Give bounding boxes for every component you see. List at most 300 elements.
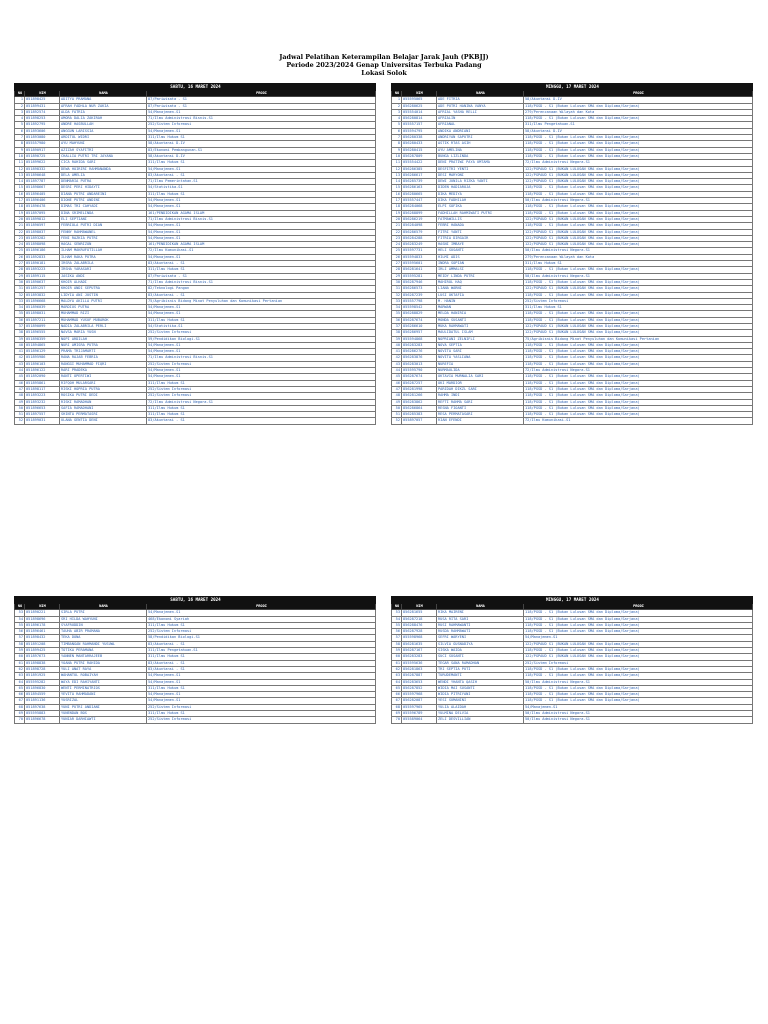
row-prodi: 54/Manajemen-S1 [147,128,376,134]
row-prodi: 54/Statistika-S1 [147,185,376,191]
table-date: MINGGU, 17 MARET 2024 [392,597,753,604]
row-no: 44 [15,368,25,374]
row-nama: NURI AMISRA PUTRA [60,342,147,348]
row-prodi: 82/Teknologi Pangan [147,286,376,292]
row-no: 68 [15,704,25,710]
row-prodi: 72/Ilmu Komunikasi-S1 [147,248,376,254]
row-nama: IRSHA YARASARI [60,267,147,273]
row-nama: SAFIA RAMADHANI [60,405,147,411]
row-prodi: 50/Ilmu Administrasi Negara-S1 [524,248,753,254]
row-nim: 051893223 [25,393,60,399]
col-prodi: PRODI [147,91,376,97]
row-prodi: 252/Sistem Informasi [147,386,376,392]
col-nim: NIM [25,604,60,610]
row-no: 62 [392,666,402,672]
row-nim: 051892090 [25,374,60,380]
row-nama: ELPI SOFIKA [437,204,524,210]
row-nim: 055554014 [402,109,437,115]
row-nama: AYU MAHYUNI [60,141,147,147]
row-nim: 856287239 [402,292,437,298]
row-nim: 051897787 [25,179,60,185]
row-no: 36 [15,317,25,323]
row-prodi: 118/PGSD - S1 (Bukan Lulusan SMA dan Diploma/Sarjana) [524,361,753,367]
title-line-1: Jadwal Pelatihan Keterampilan Belajar Jarak Jauh (PKBJJ) [279,53,489,61]
row-no: 46 [15,380,25,386]
row-nama: ADE FITRIA [437,97,524,103]
row-no: 40 [15,342,25,348]
row-prodi: 118/PGSD - S1 (Bukan Lulusan SMA dan Diploma/Sarjana) [524,698,753,704]
row-prodi: 118/PGSD - S1 (Bukan Lulusan SMA dan Diploma/Sarjana) [524,279,753,285]
row-nama: MELDA HANIRIA [437,311,524,317]
row-prodi: 122/PGPAUD S1 (BUKAN LULUSAN SMA dan Diploma/Sarjana) [524,242,753,248]
row-nama: IRLI AMMALSI [437,267,524,273]
row-nama: ILHAM RAKA PUTRA [60,254,147,260]
row-nim: 051898838 [25,660,60,666]
row-nama: SISKA WAIDA [437,648,524,654]
row-nama: RARI PRADEKA [60,368,147,374]
row-no: 58 [392,641,402,647]
row-nim: 051896678 [25,717,60,723]
row-no: 69 [15,711,25,717]
row-nim: 856284068 [402,204,437,210]
row-no: 60 [392,654,402,660]
row-no: 9 [392,147,402,153]
row-prodi: 118/PGSD - S1 (Bukan Lulusan SMA dan Diploma/Sarjana) [524,153,753,159]
row-no: 7 [392,135,402,141]
row-prodi: 311/Ilmu Hukum S1 [147,191,376,197]
row-nama: RUSDA RAHMAWATI [437,629,524,635]
row-prodi: 122/PGPAUD S1 (BUKAN LULUSAN SMA dan Diploma/Sarjana) [524,330,753,336]
row-prodi: 58/Pendidikan Biologi-S1 [147,635,376,641]
row-nim: 856287218 [402,616,437,622]
col-prodi: PRODI [147,604,376,610]
row-no: 42 [392,355,402,361]
row-nim: 051895986 [25,355,60,361]
row-nama: RIAN EFENDI [437,418,524,424]
row-nim: 051893232 [25,399,60,405]
row-nim: 856286610 [402,323,437,329]
row-nim: 051896555 [25,330,60,336]
row-nama: RANA RAJAB FEBRIA [60,355,147,361]
row-nim: 856281655 [402,610,437,616]
table-row [392,418,753,424]
row-no: 34 [392,305,402,311]
row-nim: 856281635 [402,641,437,647]
row-nim: 051898037 [25,229,60,235]
row-nama: OKI MARDIOR [437,380,524,386]
row-no: 11 [15,160,25,166]
row-nama: MARDIUS PUTRA [60,305,147,311]
row-nama: AMORA DALIA ZAKIRAH [60,116,147,122]
row-nim: 051896186 [25,248,60,254]
row-no: 24 [15,242,25,248]
row-nama: FITRI YANTI [437,229,524,235]
row-nim: 856288476 [402,622,437,628]
row-nim: 856280338 [402,135,437,141]
row-nim: 051891257 [25,286,60,292]
row-nama: AFRIALIN [437,116,524,122]
row-nim: 055595790 [402,368,437,374]
row-no: 23 [15,235,25,241]
row-no: 42 [15,355,25,361]
row-nim: 051898728 [25,666,60,672]
row-nim: 051896406 [25,198,60,204]
row-nim: 055557447 [402,198,437,204]
row-no: 39 [15,336,25,342]
row-nama: PRAMA TRIJAMARTI [60,349,147,355]
row-no: 21 [392,223,402,229]
row-prodi: 54/Manajemen-S1 [147,235,376,241]
row-prodi: 161/PENDIDIKAN AGAMA ISLAM [147,210,376,216]
row-nama: SILVIA GUSNADIYA [437,641,524,647]
col-nama: NAMA [437,91,524,97]
row-nama: ASTIK RTAS ASIH [437,141,524,147]
row-prodi: 71/Ilmu Administrasi Bisnis-S1 [147,355,376,361]
row-nama: YUSRIZAL [60,698,147,704]
row-nim: 856282087 [402,698,437,704]
row-prodi: 71/Ilmu Administrasi Bisnis-S1 [147,279,376,285]
row-nama: HASNI IMBAYE [437,242,524,248]
row-prodi: 118/PGSD - S1 (Bukan Lulusan SMA dan Diploma/Sarjana) [524,648,753,654]
row-nama: DIONE PUTRI ANDINI [60,198,147,204]
row-no: 28 [15,267,25,273]
row-nama: TEKA DONA [60,635,147,641]
row-nim: 856283283 [402,654,437,660]
row-no: 51 [392,412,402,418]
row-prodi: 54/Manajemen-S1 [147,311,376,317]
title-line-3: Lokasi Solok [361,69,407,77]
row-no: 69 [392,711,402,717]
row-nim: 051890597 [25,223,60,229]
row-nim: 856285383 [402,412,437,418]
row-nim: 051897638 [25,704,60,710]
row-nim: 856281266 [402,393,437,399]
row-nim: 856288829 [402,311,437,317]
col-no: NO [15,91,25,97]
row-no: 33 [392,298,402,304]
row-nama: RAHMA INDI [437,393,524,399]
row-nama: MAULIDATUL ISLAM [437,330,524,336]
row-nama: ANDRE HASBULLAH [60,122,147,128]
row-nama: DEWI JUNILA RIZKA YANTI [437,179,524,185]
row-nim: 051898098 [25,242,60,248]
row-prodi: 252/Sistem Informasi [147,629,376,635]
row-nim: 051896405 [25,191,60,197]
row-nama: REFTI RAHMA SARI [437,399,524,405]
row-no: 57 [392,635,402,641]
row-nim: 856286579 [402,229,437,235]
row-no: 18 [15,204,25,210]
row-nama: OKTAVIA MURNALIA SARI [437,374,524,380]
row-nama: MUHAMMAD RIZI [60,311,147,317]
row-prodi: 54/Manajemen-S1 [524,704,753,710]
row-no: 53 [392,610,402,616]
row-nama: WIDIA MAI SUSANTI [437,685,524,691]
row-nim: 051893606 [25,128,60,134]
row-no: 53 [15,610,25,616]
row-no: 59 [392,648,402,654]
row-prodi: 311/Ilmu Hukum S1 [147,135,376,141]
row-prodi: 54/Statistika-S1 [147,323,376,329]
row-prodi: 118/PGSD - S1 (Bukan Lulusan SMA dan Diploma/Sarjana) [524,204,753,210]
row-prodi: 54/Manajemen-S1 [147,698,376,704]
row-no: 55 [15,622,25,628]
row-prodi: 118/PGSD - S1 (Bukan Lulusan SMA dan Diploma/Sarjana) [524,393,753,399]
row-no: 50 [15,405,25,411]
row-nim: 051890221 [25,610,60,616]
row-nim: 856286219 [402,216,437,222]
row-nama: TEGAR SANA RAMADHAN [437,660,524,666]
row-prodi: 279/Perencanaan Wilayah dan Kota [524,254,753,260]
row-nim: 856284098 [402,223,437,229]
row-nim: 856287946 [402,279,437,285]
row-no: 43 [392,361,402,367]
row-prodi: 58/Akuntansi D-IV [147,153,376,159]
row-no: 36 [392,317,402,323]
row-no: 12 [15,166,25,172]
row-nama: MARWAN [437,305,524,311]
row-no: 51 [15,412,25,418]
schedule-table-sunday-part1 [391,83,753,425]
row-no: 28 [392,267,402,273]
row-no: 5 [15,122,25,128]
row-nim: 051896178 [25,622,60,628]
row-prodi: 83/Akuntansi - S1 [147,261,376,267]
row-prodi: 83/Akuntansi - S1 [147,292,376,298]
row-no: 61 [392,660,402,666]
row-no: 54 [392,616,402,622]
row-no: 15 [15,185,25,191]
row-nama: YANNEN MANTARRAJEEB [60,654,147,660]
row-nama: CHALLIA PUTRI TRI JAYANA [60,153,147,159]
row-nim: 856281863 [402,666,437,672]
row-nama: AZIZAH SYAFITRI [60,147,147,153]
row-prodi: 311/Ilmu Hukum S1 [524,261,753,267]
row-nim: 051897211 [25,317,60,323]
row-prodi: 122/PGPAUD S1 (BUKAN LULUSAN SMA dan Diploma/Sarjana) [524,166,753,172]
row-nim: 051893223 [25,267,60,273]
row-no: 7 [15,135,25,141]
row-no: 65 [15,685,25,691]
row-nim: 055597731 [402,248,437,254]
row-prodi: 54/Manajemen-S1 [147,374,376,380]
row-prodi: 118/PGSD - S1 (Bukan Lulusan SMA dan Diploma/Sarjana) [524,292,753,298]
row-nama: SIRLA PUTRI [60,610,147,616]
row-prodi: 252/Sistem Informasi [147,393,376,399]
row-nama: DIKA MEDIYA [437,191,524,197]
row-nama: FADHILLAH RAHMIWATI PUTRI [437,210,524,216]
row-nim: 051898667 [25,185,60,191]
row-nim: 856280433 [402,141,437,147]
row-nim: 055596789 [402,711,437,717]
col-nama: NAMA [60,604,147,610]
row-nama: FATMAWILLIS [437,216,524,222]
row-no: 55 [392,622,402,628]
row-prodi: 118/PGSD - S1 (Bukan Lulusan SMA dan Diploma/Sarjana) [524,685,753,691]
row-nim: 856283013 [402,361,437,367]
row-nama: RESNA FIOANTI [437,405,524,411]
row-nama: DENMARIA PUTRA [60,179,147,185]
row-no: 67 [15,698,25,704]
row-prodi: 72/Ilmu Komunikasi-S1 [524,418,753,424]
row-nama: LIDYIA ANI JUSTIN [60,292,147,298]
row-prodi: 122/PGPAUD S1 (BUKAN LULUSAN SMA dan Diploma/Sarjana) [524,216,753,222]
row-prodi: 54/Manajemen-S1 [147,342,376,348]
row-no: 58 [15,641,25,647]
row-nama: SYAFRUDDIN [60,622,147,628]
row-prodi: 54/Manajemen-S1 [147,166,376,172]
row-nama: YEVITA RAHMADANI [60,692,147,698]
row-nim: 856280665 [402,191,437,197]
row-nama: DENI PRATIWI PAYA UMTAMA [437,160,524,166]
row-no: 3 [15,109,25,115]
row-nim: 055597968 [402,692,437,698]
row-nama: ADITYA PRAMANA [60,97,147,103]
row-no: 32 [15,292,25,298]
row-nim: 051893832 [25,292,60,298]
row-prodi: 54/Manajemen-S1 [147,610,376,616]
row-nama: TRI SEPTIA PUTI [437,666,524,672]
row-prodi: 311/Ilmu Hukum S1 [147,412,376,418]
row-no: 41 [15,349,25,355]
row-nama: DINA SRIMELINDA [60,210,147,216]
row-no: 44 [392,368,402,374]
row-nama: RUSI RAHMAWANTI [437,622,524,628]
row-nama: TAUHA ABIR PRAMANA [60,629,147,635]
row-prodi: 118/PGSD - S1 (Bukan Lulusan SMA dan Diploma/Sarjana) [524,386,753,392]
row-no: 16 [392,191,402,197]
row-prodi: 118/PGSD - S1 (Bukan Lulusan SMA dan Diploma/Sarjana) [524,349,753,355]
row-no: 63 [15,673,25,679]
row-no: 31 [392,286,402,292]
row-prodi: 122/PGPAUD S1 (BUKAN LULUSAN SMA dan Diploma/Sarjana) [524,286,753,292]
row-nim: 856283249 [402,242,437,248]
row-nama: NADIA ZALABRILA PERLI [60,323,147,329]
title-line-2: Periode 2023/2024 Genap Universitas Terbuka Padang [286,61,482,69]
row-nama: YUNIAR DARHIAWTI [60,717,147,723]
row-nama: MEIDY LINDA PUTRI [437,273,524,279]
row-no: 50 [392,405,402,411]
row-no: 52 [15,418,25,424]
row-no: 38 [15,330,25,336]
row-no: 6 [392,128,402,134]
row-nama: AFRAH FADHLA NUR ZAKIA [60,103,147,109]
schedule-table-saturday-part2 [14,596,376,724]
row-prodi: 161/PENDIDIKAN AGAMA ISLAM [147,242,376,248]
row-no: 21 [15,223,25,229]
row-nama: SUCI SUSANTI [437,654,524,660]
row-nama: ADE PUTRI HANINA VANYA [437,103,524,109]
row-nama: WAHANTUL ROBAIYAH [60,673,147,679]
row-no: 6 [15,128,25,134]
row-no: 64 [392,679,402,685]
row-no: 22 [392,229,402,235]
row-nim: 055594833 [402,254,437,260]
row-no: 18 [392,204,402,210]
row-nama: DIKA FADHILAH [437,198,524,204]
row-prodi: 252/Sistem Informasi [147,704,376,710]
row-no: 40 [392,342,402,348]
col-prodi: PRODI [524,91,753,97]
row-prodi: 118/PGSD - S1 (Bukan Lulusan SMA dan Diploma/Sarjana) [524,103,753,109]
row-nim: 856281641 [402,267,437,273]
row-no: 45 [392,374,402,380]
row-prodi: 122/PGPAUD S1 (BUKAN LULUSAN SMA dan Diploma/Sarjana) [524,654,753,660]
row-nim: 051891136 [25,698,60,704]
row-no: 59 [15,648,25,654]
row-no: 35 [15,311,25,317]
table-date: SABTU, 16 MARET 2024 [15,597,376,604]
row-nim: 051896653 [25,405,60,411]
row-nim: 856287887 [402,673,437,679]
row-nama: MAHIROL HAQ [437,279,524,285]
row-prodi: 118/PGSD - S1 (Bukan Lulusan SMA dan Diploma/Sarjana) [524,267,753,273]
row-nama: ELI SEPTIANI [60,216,147,222]
row-nama: RISKI RAMADHAN [60,399,147,405]
row-nama: NOVA SEPTIA [437,342,524,348]
row-no: 9 [15,147,25,153]
row-nama: DIMAS TRI CAHYADI [60,204,147,210]
row-nama: WAYA EDI RAHIYANTI [60,679,147,685]
row-nim: 051898425 [25,97,60,103]
col-nim: NIM [402,604,437,610]
row-nim: 055595883 [25,711,60,717]
row-nim: 051894559 [25,692,60,698]
row-no: 17 [15,198,25,204]
row-no: 62 [15,666,25,672]
row-no: 8 [15,141,25,147]
row-prodi: 83/Akuntansi - S1 [147,172,376,178]
row-no: 13 [392,172,402,178]
row-nim: 051892833 [25,254,60,260]
row-no: 23 [392,235,402,241]
row-no: 66 [392,692,402,698]
row-prodi: 54/Manajemen-S1 [147,204,376,210]
row-nim: 055557980 [25,141,60,147]
row-nama: AFRIAL YASHA RELLI [437,109,524,115]
row-nama: SRI HILDA WAHYUNI [60,616,147,622]
row-nim: 055595636 [402,660,437,666]
row-prodi: 122/PGPAUD S1 (BUKAN LULUSAN SMA dan Diploma/Sarjana) [524,235,753,241]
row-prodi: 58/Akuntansi D-IV [524,97,753,103]
row-prodi: 122/PGPAUD S1 (BUKAN LULUSAN SMA dan Diploma/Sarjana) [524,323,753,329]
row-nama: FITRIA DIRGAIR [437,235,524,241]
row-prodi: 54/Manajemen-S1 [147,692,376,698]
row-nama: YESI SUMANINI [437,698,524,704]
row-no: 33 [15,298,25,304]
row-prodi: 54/Manajemen-S1 [147,305,376,311]
row-no: 5 [392,122,402,128]
row-nim: 055597965 [402,704,437,710]
row-nama: AFRIANAL [437,122,524,128]
row-prodi: 468/Ekonomi Syariah [147,616,376,622]
row-nim: 051896039 [25,305,60,311]
row-no: 49 [15,399,25,405]
document-title [0,53,768,77]
row-no: 10 [392,153,402,159]
row-prodi: 311/Ilmu Hukum S1 [147,405,376,411]
row-no: 65 [392,685,402,691]
row-prodi: 311/Ilmu Hukum S1 [147,317,376,323]
row-nama: RIFQOH MULARSARI [60,380,147,386]
row-no: 56 [15,629,25,635]
row-nim: 055594868 [402,336,437,342]
row-nama: RISKI HOPRIA PUTRA [60,386,147,392]
table-date: MINGGU, 17 MARET 2024 [392,84,753,91]
row-nama: AYU AMELINA [437,147,524,153]
row-nim: 856287928 [402,629,437,635]
row-prodi: 118/PGSD - S1 (Bukan Lulusan SMA dan Diploma/Sarjana) [524,610,753,616]
